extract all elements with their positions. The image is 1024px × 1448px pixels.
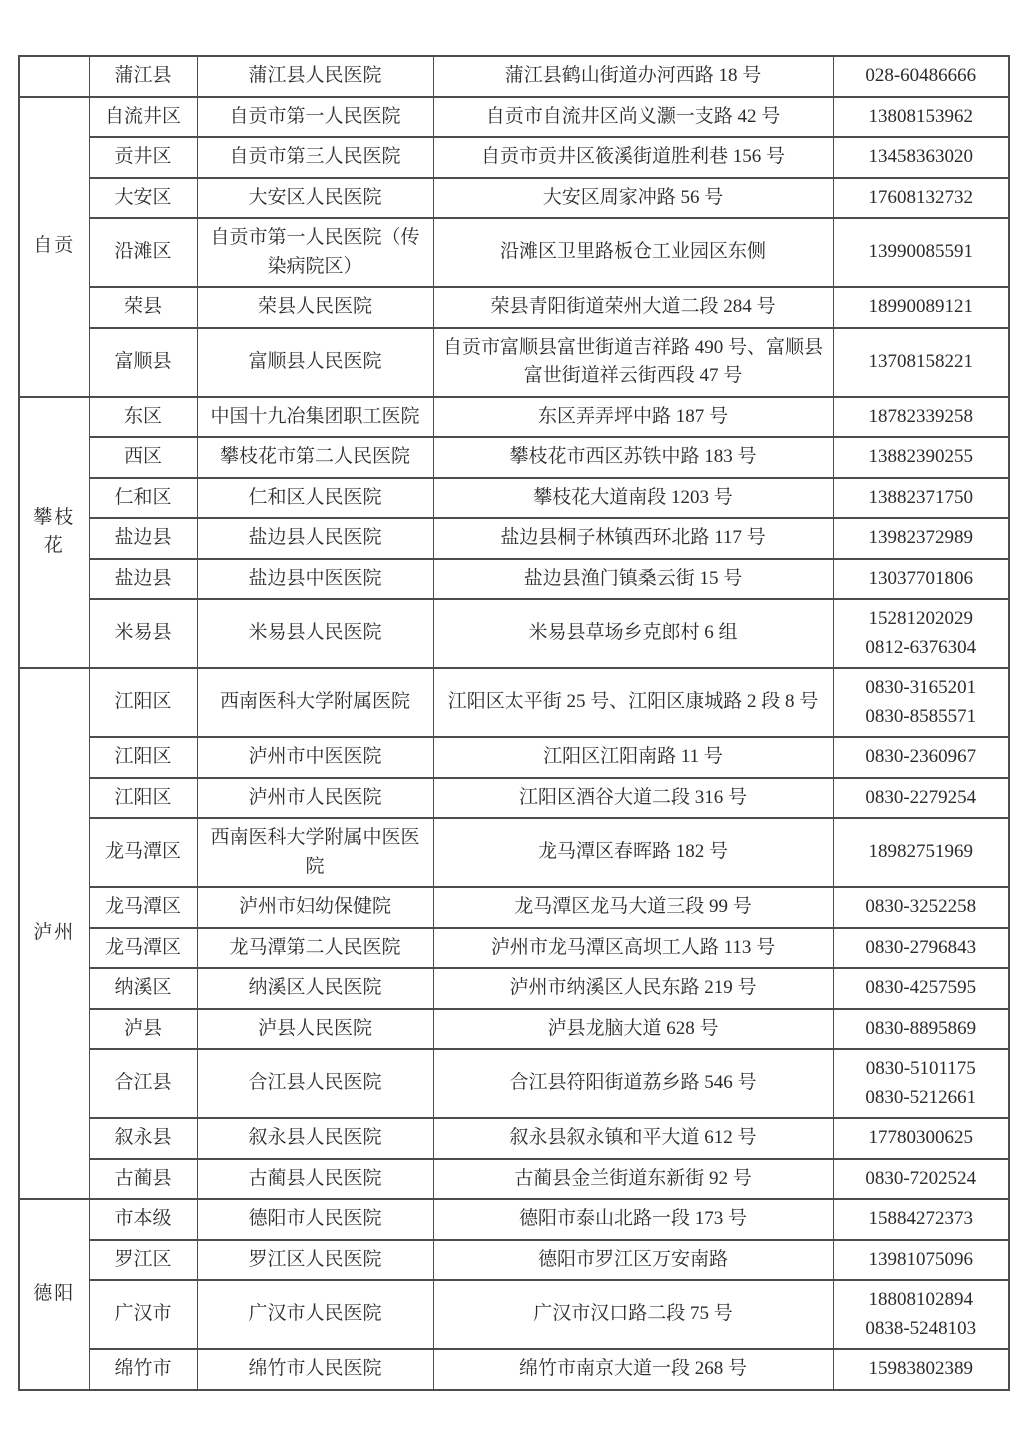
address-cell: 江阳区太平街 25 号、江阳区康城路 2 段 8 号 [433,668,833,737]
hospital-directory-table [18,55,1010,1391]
table-row [19,1349,1009,1390]
city-cell [19,56,89,97]
hospital-cell: 中国十九冶集团职工医院 [197,397,433,438]
district-cell: 自流井区 [89,97,197,138]
district-cell: 贡井区 [89,137,197,178]
address-cell: 叙永县叙永镇和平大道 612 号 [433,1118,833,1159]
table-row [19,1118,1009,1159]
phone-number: 15281202029 [868,608,973,629]
address-cell: 攀枝花市西区苏铁中路 183 号 [433,437,833,478]
hospital-cell: 仁和区人民医院 [197,478,433,519]
address-cell: 蒲江县鹤山街道办河西路 18 号 [433,56,833,97]
district-cell: 仁和区 [89,478,197,519]
district-cell: 罗江区 [89,1240,197,1281]
phone-cell [833,218,1009,287]
phone-cell [833,887,1009,928]
table-row [19,1009,1009,1050]
table-row [19,1280,1009,1349]
phone-cell [833,97,1009,138]
phone-cell [833,478,1009,519]
hospital-cell: 米易县人民医院 [197,599,433,668]
hospital-cell: 罗江区人民医院 [197,1240,433,1281]
table-row [19,287,1009,328]
address-cell: 泸县龙脑大道 628 号 [433,1009,833,1050]
phone-cell [833,559,1009,600]
hospital-cell: 泸州市妇幼保健院 [197,887,433,928]
phone-number: 0830-7202524 [865,1167,977,1189]
phone-number: 13458363020 [868,146,973,167]
table-row [19,778,1009,819]
hospital-cell: 泸州市中医医院 [197,737,433,778]
district-cell: 沿滩区 [89,218,197,287]
hospital-cell: 自贡市第一人民医院 [197,97,433,138]
address-cell: 古蔺县金兰街道东新街 92 号 [433,1159,833,1200]
table-row [19,478,1009,519]
hospital-cell: 荣县人民医院 [197,287,433,328]
address-cell: 自贡市富顺县富世街道吉祥路 490 号、富顺县富世街道祥云街西段 47 号 [433,328,833,397]
district-cell: 古蔺县 [89,1159,197,1200]
hospital-cell: 蒲江县人民医院 [197,56,433,97]
table-row [19,518,1009,559]
address-cell: 大安区周家冲路 56 号 [433,178,833,219]
table-row [19,178,1009,219]
address-cell: 广汉市汉口路二段 75 号 [433,1280,833,1349]
phone-number: 13708158221 [868,350,973,372]
district-cell: 蒲江县 [89,56,197,97]
table-row [19,1159,1009,1200]
table-row [19,137,1009,178]
address-cell: 沿滩区卫里路板仓工业园区东侧 [433,218,833,287]
phone-number: 13982372989 [868,527,973,548]
table-row [19,328,1009,397]
address-cell: 德阳市泰山北路一段 173 号 [433,1199,833,1240]
phone-cell [833,518,1009,559]
address-cell: 江阳区酒谷大道二段 316 号 [433,778,833,819]
district-cell: 纳溪区 [89,968,197,1009]
phone-cell [833,178,1009,219]
table-row [19,668,1009,737]
phone-number: 0830-8585571 [865,705,977,727]
table-row [19,1240,1009,1281]
address-cell: 江阳区江阳南路 11 号 [433,737,833,778]
phone-number: 0830-2279254 [865,786,977,808]
city-cell: 自贡 [19,97,89,397]
phone-cell [833,137,1009,178]
phone-number: 18808102894 [868,1289,973,1310]
table-row [19,818,1009,887]
phone-number: 13037701806 [868,567,973,589]
address-cell: 龙马潭区春晖路 182 号 [433,818,833,887]
phone-cell [833,328,1009,397]
district-cell: 龙马潭区 [89,818,197,887]
city-cell: 德阳 [19,1199,89,1390]
district-cell: 西区 [89,437,197,478]
city-cell: 泸州 [19,668,89,1199]
district-cell: 合江县 [89,1049,197,1118]
city-cell: 攀枝花 [19,397,89,669]
district-cell: 盐边县 [89,559,197,600]
phone-cell [833,737,1009,778]
hospital-cell: 古蔺县人民医院 [197,1159,433,1200]
hospital-cell: 盐边县人民医院 [197,518,433,559]
phone-cell [833,599,1009,668]
phone-cell [833,1009,1009,1050]
phone-number: 18782339258 [868,405,973,427]
phone-number: 13882371750 [868,486,973,508]
table-row [19,1199,1009,1240]
district-cell: 绵竹市 [89,1349,197,1390]
phone-number: 0812-6376304 [865,636,977,658]
phone-cell [833,778,1009,819]
phone-cell [833,818,1009,887]
district-cell: 东区 [89,397,197,438]
district-cell: 江阳区 [89,737,197,778]
phone-cell [833,437,1009,478]
address-cell: 合江县符阳街道荔乡路 546 号 [433,1049,833,1118]
address-cell: 泸州市龙马潭区高坝工人路 113 号 [433,928,833,969]
phone-number: 15884272373 [868,1208,973,1229]
district-cell: 盐边县 [89,518,197,559]
hospital-cell: 龙马潭第二人民医院 [197,928,433,969]
address-cell: 自贡市贡井区筱溪街道胜利巷 156 号 [433,137,833,178]
district-cell: 江阳区 [89,668,197,737]
hospital-cell: 自贡市第三人民医院 [197,137,433,178]
hospital-cell: 德阳市人民医院 [197,1199,433,1240]
phone-number: 15983802389 [868,1358,973,1379]
phone-cell [833,968,1009,1009]
hospital-cell: 绵竹市人民医院 [197,1349,433,1390]
table-row [19,397,1009,438]
table-row [19,97,1009,138]
phone-number: 0830-3252258 [865,896,977,917]
phone-cell [833,1199,1009,1240]
district-cell: 广汉市 [89,1280,197,1349]
phone-number: 0830-4257595 [865,977,977,998]
address-cell: 泸州市纳溪区人民东路 219 号 [433,968,833,1009]
hospital-cell: 泸县人民医院 [197,1009,433,1050]
phone-cell [833,1049,1009,1118]
district-cell: 荣县 [89,287,197,328]
hospital-cell: 富顺县人民医院 [197,328,433,397]
table-row [19,968,1009,1009]
address-cell: 龙马潭区龙马大道三段 99 号 [433,887,833,928]
table-row [19,599,1009,668]
phone-number: 0830-2796843 [865,936,977,958]
phone-number: 18990089121 [868,296,973,317]
address-cell: 攀枝花大道南段 1203 号 [433,478,833,519]
hospital-cell: 西南医科大学附属中医医院 [197,818,433,887]
phone-cell [833,928,1009,969]
address-cell: 自贡市自流井区尚义灏一支路 42 号 [433,97,833,138]
phone-number: 0830-5101175 [865,1058,976,1079]
phone-cell [833,1159,1009,1200]
hospital-cell: 大安区人民医院 [197,178,433,219]
district-cell: 泸县 [89,1009,197,1050]
phone-cell [833,287,1009,328]
phone-cell [833,1280,1009,1349]
phone-number: 17780300625 [868,1127,973,1148]
phone-cell [833,668,1009,737]
hospital-cell: 广汉市人民医院 [197,1280,433,1349]
district-cell: 大安区 [89,178,197,219]
phone-cell [833,1118,1009,1159]
table-row [19,737,1009,778]
hospital-cell: 合江县人民医院 [197,1049,433,1118]
district-cell: 龙马潭区 [89,887,197,928]
phone-number: 13990085591 [868,241,973,263]
phone-number: 0838-5248103 [865,1317,977,1339]
table-row [19,559,1009,600]
address-cell: 米易县草场乡克郎村 6 组 [433,599,833,668]
district-cell: 叙永县 [89,1118,197,1159]
table-row [19,56,1009,97]
phone-number: 13981075096 [868,1248,973,1270]
district-cell: 市本级 [89,1199,197,1240]
address-cell: 荣县青阳街道荣州大道二段 284 号 [433,287,833,328]
phone-number: 13882390255 [868,446,973,467]
address-cell: 盐边县渔门镇桑云街 15 号 [433,559,833,600]
district-cell: 富顺县 [89,328,197,397]
table-row [19,218,1009,287]
phone-number: 0830-8895869 [865,1017,977,1039]
hospital-cell: 泸州市人民医院 [197,778,433,819]
hospital-directory-table-wrap [18,55,1008,1391]
district-cell: 龙马潭区 [89,928,197,969]
table-row [19,887,1009,928]
phone-number: 0830-5212661 [865,1086,977,1108]
hospital-cell: 盐边县中医医院 [197,559,433,600]
phone-cell [833,1240,1009,1281]
phone-cell [833,56,1009,97]
phone-number: 0830-3165201 [865,677,977,698]
table-row [19,928,1009,969]
district-cell: 米易县 [89,599,197,668]
phone-number: 0830-2360967 [865,746,977,767]
hospital-cell: 叙永县人民医院 [197,1118,433,1159]
hospital-cell: 自贡市第一人民医院（传染病院区） [197,218,433,287]
table-body [19,56,1009,1390]
district-cell: 江阳区 [89,778,197,819]
phone-number: 17608132732 [868,186,973,208]
phone-number: 18982751969 [868,841,973,863]
phone-number: 028-60486666 [865,65,977,86]
phone-number: 13808153962 [868,105,973,127]
table-row [19,437,1009,478]
address-cell: 盐边县桐子林镇西环北路 117 号 [433,518,833,559]
hospital-cell: 西南医科大学附属医院 [197,668,433,737]
phone-cell [833,1349,1009,1390]
address-cell: 德阳市罗江区万安南路 [433,1240,833,1281]
phone-cell [833,397,1009,438]
hospital-cell: 攀枝花市第二人民医院 [197,437,433,478]
address-cell: 东区弄弄坪中路 187 号 [433,397,833,438]
address-cell: 绵竹市南京大道一段 268 号 [433,1349,833,1390]
table-row [19,1049,1009,1118]
hospital-cell: 纳溪区人民医院 [197,968,433,1009]
